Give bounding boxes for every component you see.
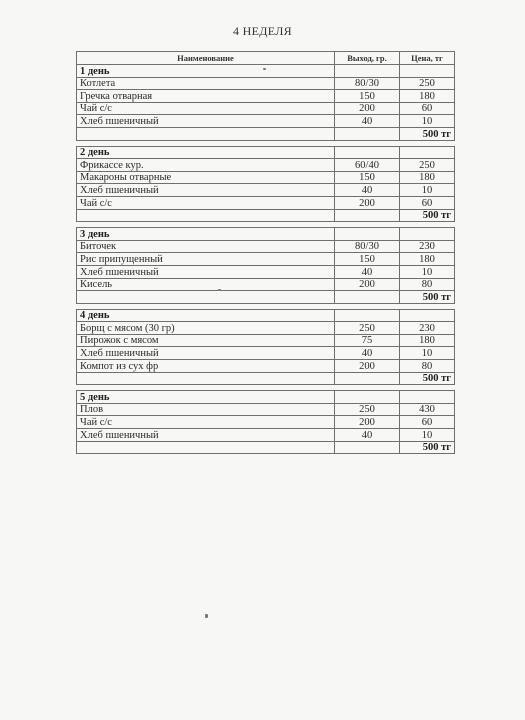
item-price: 230 [400,322,455,335]
item-name: Хлеб пшеничный [77,115,335,128]
item-price: 250 [400,77,455,90]
empty-cell [335,291,400,304]
day-total-row [77,441,455,454]
empty-cell [400,309,455,322]
item-price: 180 [400,253,455,266]
empty-cell [335,228,400,241]
empty-cell [400,146,455,159]
empty-cell [335,209,400,222]
table-row [77,159,455,172]
item-output: 150 [335,171,400,184]
item-name: Фрикассе кур. [77,159,335,172]
menu-table [76,51,455,454]
item-price: 10 [400,115,455,128]
table-row [77,77,455,90]
empty-cell [335,441,400,454]
item-output: 40 [335,184,400,197]
item-price: 60 [400,102,455,115]
empty-cell [335,309,400,322]
empty-cell [335,391,400,404]
table-row [77,322,455,335]
item-name: Чай с/с [77,102,335,115]
item-price: 250 [400,159,455,172]
day-total: 500 тг [400,291,455,304]
item-name: Хлеб пшеничный [77,265,335,278]
item-output: 80/30 [335,77,400,90]
empty-cell [77,127,335,140]
item-name: Борщ с мясом (30 гр) [77,322,335,335]
item-name: Хлеб пшеничный [77,184,335,197]
table-row [77,265,455,278]
day-total: 500 тг [400,372,455,385]
table-row [77,115,455,128]
item-name: Чай с/с [77,196,335,209]
item-price: 60 [400,196,455,209]
item-output: 200 [335,278,400,291]
day-label: 4 день [77,309,335,322]
day-total-row [77,209,455,222]
item-price: 180 [400,171,455,184]
table-row [77,102,455,115]
item-name: Хлеб пшеничный [77,429,335,442]
empty-cell [77,291,335,304]
page-title: 4 НЕДЕЛЯ [233,24,292,38]
item-output: 80/30 [335,240,400,253]
table-row [77,416,455,429]
item-output: 150 [335,253,400,266]
table-row [77,90,455,103]
header-price: Цена, тг [400,52,455,65]
item-output: 75 [335,334,400,347]
scan-speck [263,68,266,70]
item-price: 180 [400,334,455,347]
item-name: Плов [77,403,335,416]
empty-cell [77,372,335,385]
day-label-row [77,228,455,241]
item-price: 10 [400,265,455,278]
item-output: 40 [335,347,400,360]
table-row [77,196,455,209]
item-price: 10 [400,347,455,360]
item-name: Компот из сух фр [77,360,335,373]
table-row [77,278,455,291]
item-name: Рис припущенный [77,253,335,266]
day-total: 500 тг [400,209,455,222]
day-label: 3 день [77,228,335,241]
item-name: Кисель [77,278,335,291]
empty-cell [335,65,400,78]
day-label-row [77,65,455,78]
item-price: 10 [400,429,455,442]
item-name: Пирожок с мясом [77,334,335,347]
day-total: 500 тг [400,441,455,454]
day-label-row [77,391,455,404]
day-label: 1 день [77,65,335,78]
item-price: 230 [400,240,455,253]
empty-cell [77,209,335,222]
item-price: 80 [400,278,455,291]
empty-cell [400,65,455,78]
item-output: 150 [335,90,400,103]
table-row [77,171,455,184]
item-name: Биточек [77,240,335,253]
item-output: 60/40 [335,159,400,172]
empty-cell [77,441,335,454]
item-price: 180 [400,90,455,103]
day-label: 2 день [77,146,335,159]
empty-cell [400,228,455,241]
item-output: 200 [335,196,400,209]
table-row [77,240,455,253]
item-name: Макароны отварные [77,171,335,184]
table-row [77,253,455,266]
table-row [77,360,455,373]
item-name: Котлета [77,77,335,90]
item-output: 200 [335,102,400,115]
empty-cell [400,391,455,404]
item-output: 200 [335,416,400,429]
table-row [77,184,455,197]
header-name: Наименование [77,52,335,65]
table-row [77,347,455,360]
day-label-row [77,146,455,159]
item-output: 200 [335,360,400,373]
item-output: 250 [335,403,400,416]
scan-speck [218,289,221,291]
day-label-row [77,309,455,322]
item-price: 10 [400,184,455,197]
item-price: 80 [400,360,455,373]
table-row [77,403,455,416]
item-name: Чай с/с [77,416,335,429]
item-output: 40 [335,115,400,128]
item-output: 40 [335,429,400,442]
empty-cell [335,372,400,385]
table-row [77,334,455,347]
item-output: 250 [335,322,400,335]
day-total-row [77,127,455,140]
item-output: 40 [335,265,400,278]
item-price: 430 [400,403,455,416]
empty-cell [335,127,400,140]
day-total-row [77,291,455,304]
table-header-row [77,52,455,65]
header-output: Выход, гр. [335,52,400,65]
item-price: 60 [400,416,455,429]
item-name: Гречка отварная [77,90,335,103]
menu-body [77,65,455,454]
day-total: 500 тг [400,127,455,140]
day-total-row [77,372,455,385]
item-name: Хлеб пшеничный [77,347,335,360]
table-row [77,429,455,442]
scan-speck [205,614,208,618]
day-label: 5 день [77,391,335,404]
empty-cell [335,146,400,159]
